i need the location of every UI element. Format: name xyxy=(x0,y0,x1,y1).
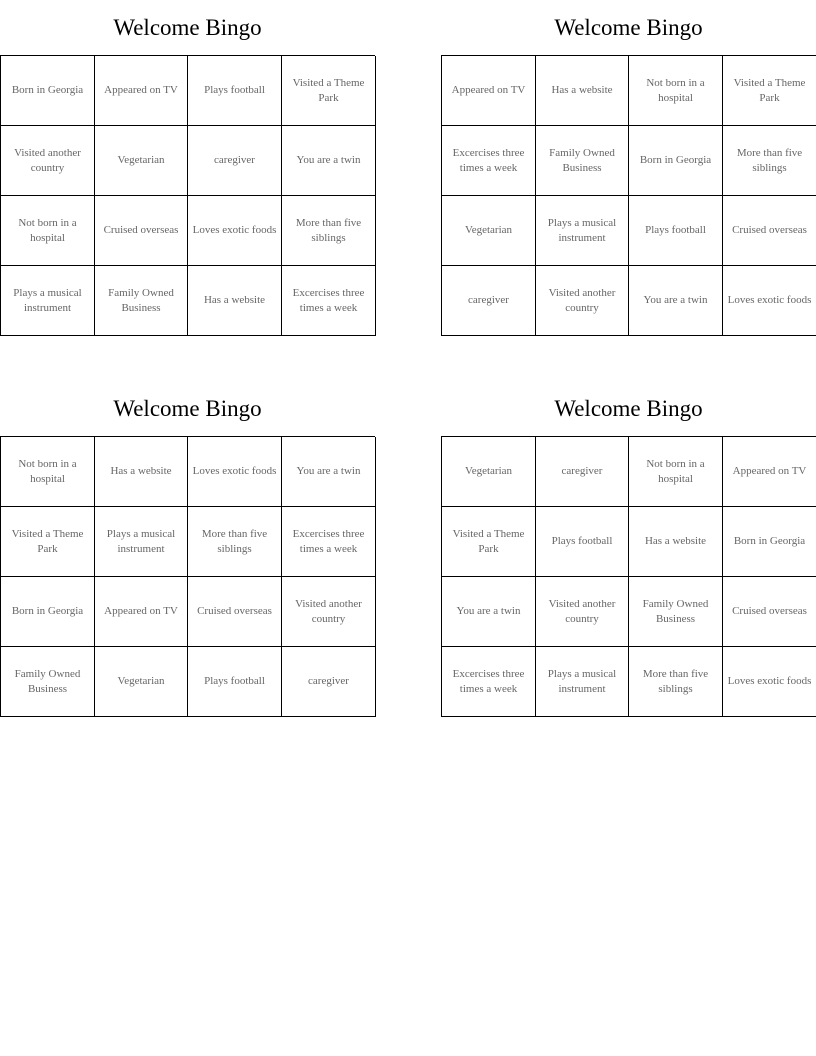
bingo-cell: Loves exotic foods xyxy=(723,266,816,336)
bingo-cell: Visited another country xyxy=(536,266,629,336)
bingo-cell: Plays football xyxy=(188,647,282,717)
bingo-cell: Plays a musical instrument xyxy=(95,507,188,577)
bingo-cell: Family Owned Business xyxy=(95,266,188,336)
bingo-cell: caregiver xyxy=(442,266,536,336)
bingo-cell: Not born in a hospital xyxy=(1,437,95,507)
bingo-cell: Not born in a hospital xyxy=(629,56,723,126)
card-title: Welcome Bingo xyxy=(113,396,262,421)
bingo-cell: caregiver xyxy=(188,126,282,196)
card-title: Welcome Bingo xyxy=(554,15,703,40)
bingo-cell: Family Owned Business xyxy=(629,577,723,647)
bingo-cell: Plays a musical instrument xyxy=(536,196,629,266)
bingo-card xyxy=(441,381,816,717)
bingo-cell: Appeared on TV xyxy=(442,56,536,126)
bingo-cell: Excercises three times a week xyxy=(282,266,376,336)
bingo-cell: Family Owned Business xyxy=(536,126,629,196)
bingo-cell: Born in Georgia xyxy=(629,126,723,196)
bingo-cell: Visited another country xyxy=(536,577,629,647)
bingo-cell: Visited a Theme Park xyxy=(442,507,536,577)
card-title: Welcome Bingo xyxy=(554,396,703,421)
bingo-cell: Has a website xyxy=(536,56,629,126)
bingo-cell: You are a twin xyxy=(282,126,376,196)
bingo-cell: Excercises three times a week xyxy=(442,126,536,196)
bingo-grid xyxy=(0,55,375,336)
bingo-cell: Family Owned Business xyxy=(1,647,95,717)
bingo-cell: Visited another country xyxy=(1,126,95,196)
bingo-cell: Cruised overseas xyxy=(723,577,816,647)
bingo-cell: Appeared on TV xyxy=(95,577,188,647)
bingo-cell: Not born in a hospital xyxy=(629,437,723,507)
bingo-cell: Visited another country xyxy=(282,577,376,647)
bingo-cell: More than five siblings xyxy=(188,507,282,577)
bingo-cell: Cruised overseas xyxy=(723,196,816,266)
bingo-cell: Visited a Theme Park xyxy=(282,56,376,126)
bingo-cell: Appeared on TV xyxy=(95,56,188,126)
bingo-cell: Vegetarian xyxy=(442,196,536,266)
bingo-cell: caregiver xyxy=(536,437,629,507)
card-title: Welcome Bingo xyxy=(113,15,262,40)
bingo-card xyxy=(0,0,375,336)
bingo-cell: Appeared on TV xyxy=(723,437,816,507)
bingo-card xyxy=(0,381,375,717)
bingo-cell: Vegetarian xyxy=(442,437,536,507)
bingo-cell: Vegetarian xyxy=(95,126,188,196)
bingo-cell: Loves exotic foods xyxy=(188,196,282,266)
bingo-grid xyxy=(441,55,816,336)
bingo-cell: Cruised overseas xyxy=(188,577,282,647)
bingo-card xyxy=(441,0,816,336)
bingo-cell: Visited a Theme Park xyxy=(723,56,816,126)
bingo-cell: Has a website xyxy=(95,437,188,507)
bingo-cell: More than five siblings xyxy=(723,126,816,196)
bingo-cell: Excercises three times a week xyxy=(442,647,536,717)
bingo-cell: Visited a Theme Park xyxy=(1,507,95,577)
bingo-cell: Born in Georgia xyxy=(723,507,816,577)
bingo-cell: More than five siblings xyxy=(282,196,376,266)
bingo-cell: Born in Georgia xyxy=(1,56,95,126)
bingo-cell: Has a website xyxy=(188,266,282,336)
bingo-cell: Loves exotic foods xyxy=(723,647,816,717)
bingo-cell: You are a twin xyxy=(629,266,723,336)
bingo-cell: You are a twin xyxy=(442,577,536,647)
bingo-cell: You are a twin xyxy=(282,437,376,507)
bingo-cell: Loves exotic foods xyxy=(188,437,282,507)
bingo-cell: caregiver xyxy=(282,647,376,717)
bingo-cell: Born in Georgia xyxy=(1,577,95,647)
bingo-grid xyxy=(441,436,816,717)
bingo-cell: Plays a musical instrument xyxy=(536,647,629,717)
bingo-cell: Cruised overseas xyxy=(95,196,188,266)
bingo-grid xyxy=(0,436,375,717)
bingo-cell: Excercises three times a week xyxy=(282,507,376,577)
bingo-cell: Not born in a hospital xyxy=(1,196,95,266)
bingo-cell: Plays football xyxy=(188,56,282,126)
bingo-cell: Plays football xyxy=(629,196,723,266)
bingo-cell: More than five siblings xyxy=(629,647,723,717)
bingo-cell: Plays a musical instrument xyxy=(1,266,95,336)
bingo-cell: Plays football xyxy=(536,507,629,577)
bingo-cell: Has a website xyxy=(629,507,723,577)
bingo-cell: Vegetarian xyxy=(95,647,188,717)
